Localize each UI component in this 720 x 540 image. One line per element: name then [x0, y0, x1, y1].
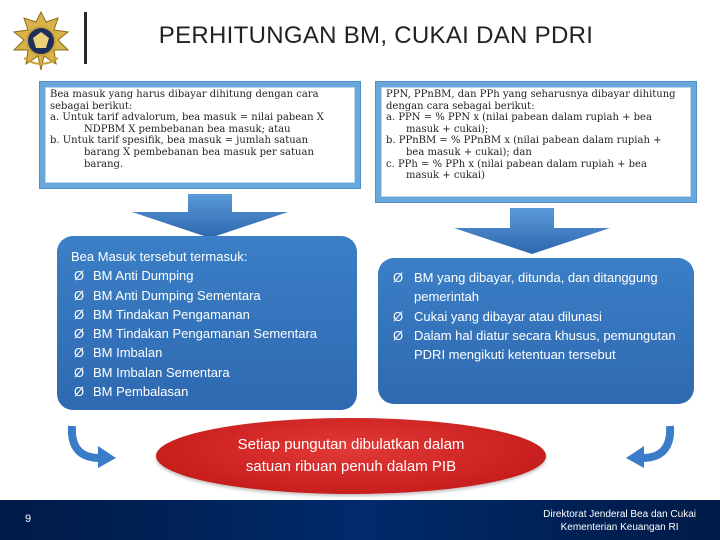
pdri-list	[390, 268, 682, 364]
down-arrow-icon	[130, 194, 290, 238]
list-item	[390, 307, 682, 326]
box-heading: Bea Masuk tersebut termasuk:	[71, 249, 248, 264]
doc-line: masuk + cukai);	[406, 123, 489, 135]
doc-line: a. PPN = % PPN x (nilai pabean dalam rupiah + bea	[386, 112, 652, 124]
list-item	[390, 326, 682, 365]
list-item-label: Dalam hal diatur secara khusus, pemungutan PDRI mengikuti ketentuan tersebut	[414, 327, 676, 363]
doc-line: b. PPnBM = % PPnBM x (nilai pabean dalam rupiah +	[386, 135, 662, 147]
doc-line: NDPBM X pembebanan bea masuk; atau	[84, 123, 291, 135]
page-title: PERHITUNGAN BM, CUKAI DAN PDRI	[158, 22, 594, 49]
list-item	[71, 382, 343, 401]
doc-line: barang X pembebanan bea masuk per satuan	[84, 146, 314, 158]
arrow-bullet-icon: Ø	[74, 268, 85, 284]
footer-bar	[0, 500, 720, 540]
doc-line: b. Untuk tarif spesifik, bea masuk = jumlah satuan	[50, 135, 309, 147]
list-item	[71, 286, 343, 305]
curved-arrow-icon	[624, 424, 676, 468]
list-item	[71, 363, 343, 382]
list-item-label: BM Tindakan Pengamanan Sementara	[93, 326, 318, 342]
list-item-label: BM Tindakan Pengamanan	[93, 306, 250, 322]
org-line: Kementerian Keuangan RI	[560, 522, 679, 533]
list-item	[71, 324, 343, 343]
list-item-label: BM Pembalasan	[93, 384, 189, 400]
document-excerpt-bea-masuk	[40, 82, 360, 188]
list-item	[390, 268, 682, 307]
arrow-bullet-icon: Ø	[74, 345, 85, 361]
list-item	[71, 305, 343, 324]
arrow-bullet-icon: Ø	[393, 308, 404, 324]
down-arrow-icon	[452, 208, 612, 254]
doc-line: c. PPh = % PPh x (nilai pabean dalam rupiah + bea	[386, 158, 647, 170]
list-item	[71, 266, 343, 285]
page-number: 9	[25, 513, 32, 525]
list-item-label: Cukai yang dibayar atau dilunasi	[414, 308, 602, 324]
arrow-bullet-icon: Ø	[74, 306, 85, 322]
bea-masuk-types-box	[57, 236, 357, 410]
arrow-bullet-icon: Ø	[74, 384, 85, 400]
doc-line: masuk + cukai)	[406, 170, 485, 182]
arrow-bullet-icon: Ø	[74, 326, 85, 342]
arrow-bullet-icon: Ø	[74, 287, 85, 303]
list-item-label: BM Anti Dumping	[93, 268, 194, 284]
arrow-bullet-icon: Ø	[393, 327, 404, 343]
document-excerpt-pdri	[376, 82, 696, 202]
doc-line: barang.	[84, 158, 124, 170]
doc-line: a. Untuk tarif advalorum, bea masuk = nilai pabean X	[50, 112, 324, 124]
list-item-label: BM Anti Dumping Sementara	[93, 287, 261, 303]
rounding-rule-callout	[156, 418, 546, 494]
list-item-label: BM Imbalan Sementara	[93, 364, 230, 380]
customs-emblem-icon	[6, 8, 76, 74]
curved-arrow-icon	[66, 424, 118, 468]
arrow-bullet-icon: Ø	[393, 270, 404, 285]
doc-line: sebagai berikut:	[50, 100, 133, 112]
list-item	[71, 343, 343, 362]
doc-line: Bea masuk yang harus dibayar dihitung dengan cara	[50, 89, 319, 100]
pdri-conditions-box	[378, 258, 694, 404]
list-item-label: BM yang dibayar, ditunda, dan ditanggung pemerintah	[414, 270, 658, 305]
doc-line: dengan cara sebagai berikut:	[386, 100, 535, 112]
callout-line: satuan ribuan penuh dalam PIB	[245, 458, 457, 475]
org-line: Direktorat Jenderal Bea dan Cukai	[543, 509, 696, 520]
doc-line: PPN, PPnBM, dan PPh yang seharusnya dibayar dihitung	[386, 89, 676, 100]
footer-organization	[543, 508, 696, 534]
doc-line: bea masuk + cukai); dan	[406, 146, 532, 158]
arrow-bullet-icon: Ø	[74, 364, 85, 380]
bea-masuk-list	[71, 266, 343, 401]
callout-line: Setiap pungutan dibulatkan dalam	[237, 436, 465, 453]
header-divider	[84, 12, 87, 64]
list-item-label: BM Imbalan	[93, 345, 163, 361]
